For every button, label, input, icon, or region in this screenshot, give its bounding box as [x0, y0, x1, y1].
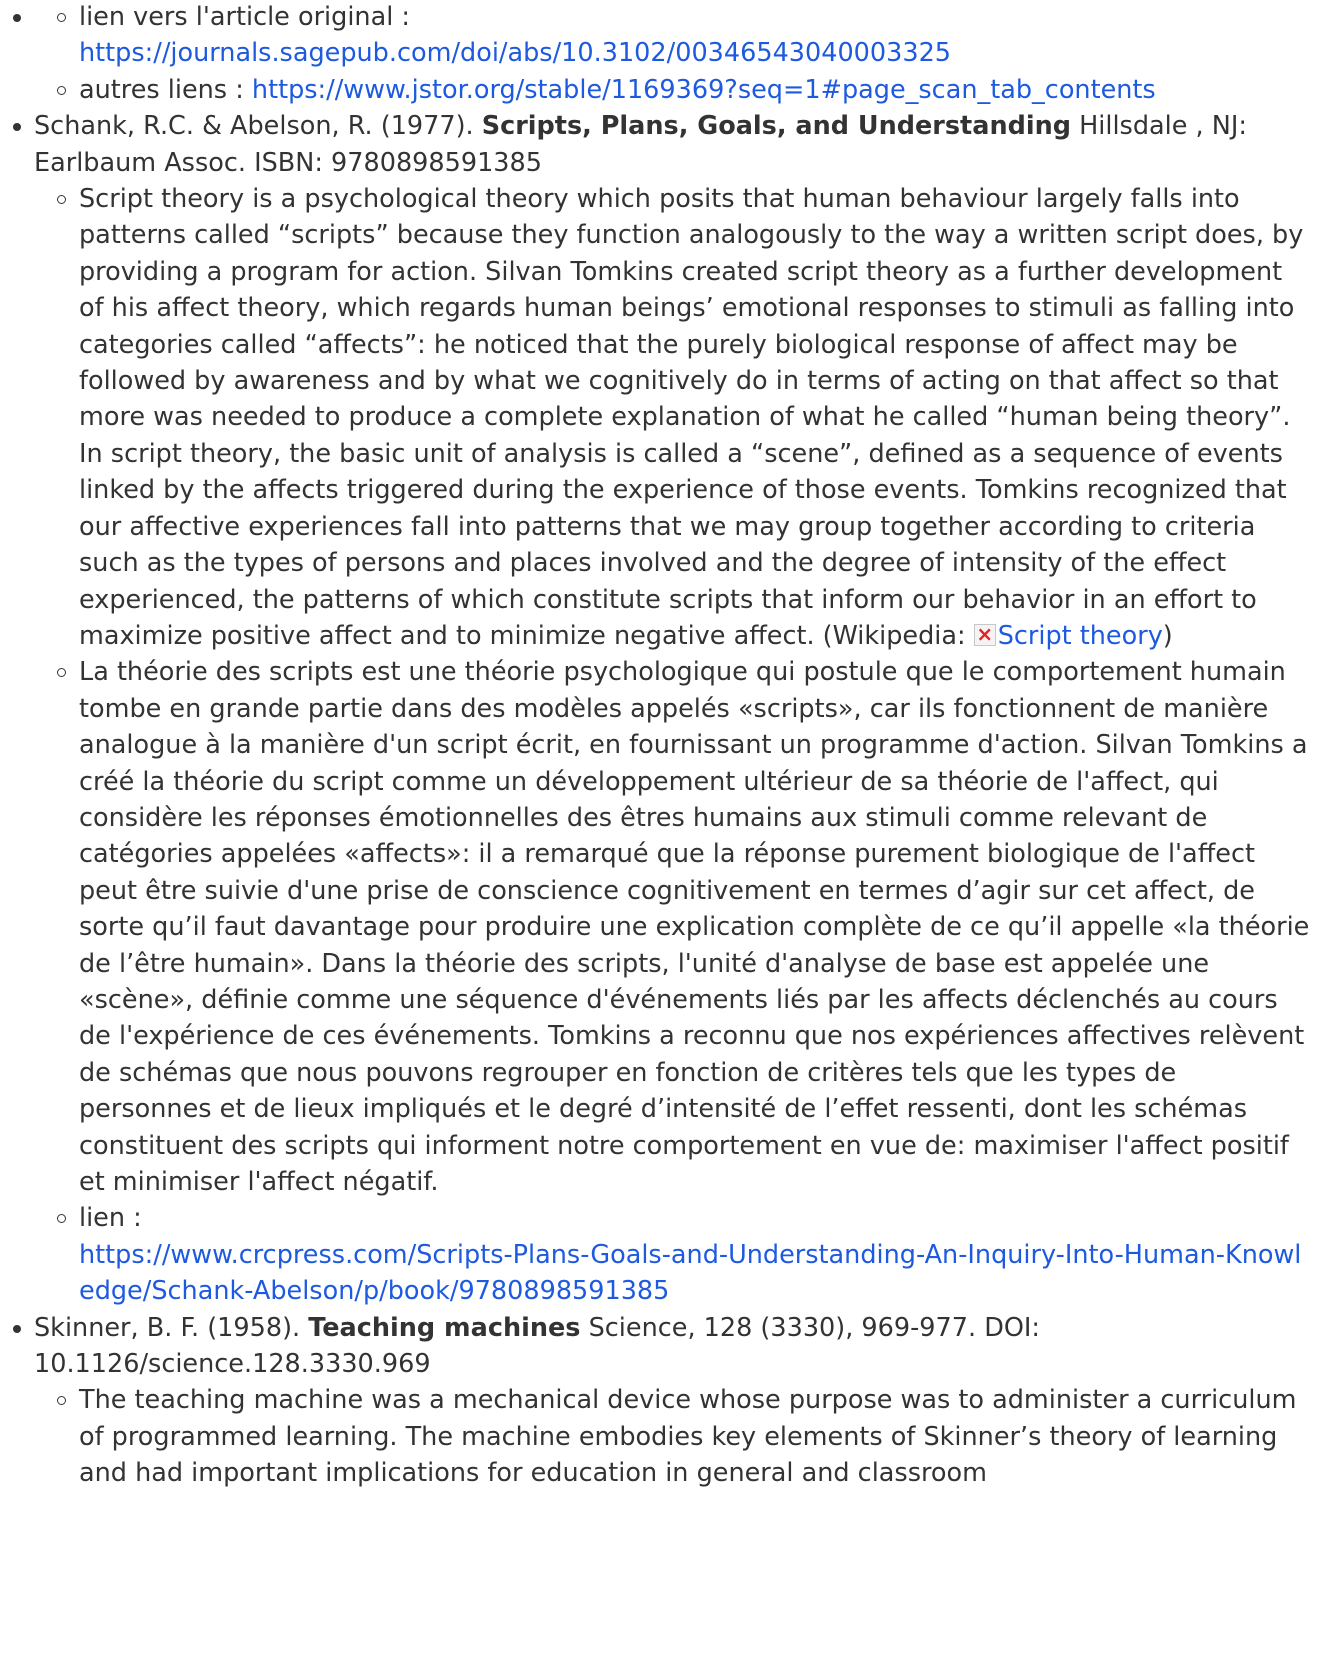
list-item-skinner-summary-en	[0, 1382, 1312, 1491]
schank-publisher: Hillsdale , NJ: Earlbaum Assoc. ISBN: 9780898591385	[34, 111, 1247, 178]
other-links-link[interactable]: https://www.jstor.org/stable/1169369?seq=1#page_scan_tab_contents	[251, 74, 1156, 105]
schank-summary-en: Script theory is a psychological theory which posits that human behaviour largely falls into patterns called “scripts” because they function analogously to the way a written script does, by providing a program for action. Silvan Tomkins created script theory as a further development of his affect theory, which regards human beings’ emotional responses to stimuli as falling into categories called “affects”: he noticed that the purely biological response of affect may be followed by awareness and by what we cognitively do in terms of acting on that affect so that more was needed to produce a complete explanation of what he called “human being theory”. In script theory, the basic unit of analysis is called a “scene”, defined as a sequence of events linked by the affects triggered during the experience of those events. Tomkins recognized that our affective experiences fall into patterns that we may group together according to criteria such as the types of persons and places involved and the degree of intensity of the effect experienced, the patterns of which constitute scripts that inform our behavior in an effort to maximize positive affect and to minimize negative affect. (Wikipedia:	[79, 184, 1304, 651]
skinner-journal: Science, 128 (3330), 969-977. DOI: 10.1126/science.128.3330.969	[34, 1312, 1041, 1380]
sublist-schank	[34, 181, 1312, 1310]
skinner-summary-en: The teaching machine was a mechanical device whose purpose was to administer a curriculum of programmed learning. The machine embodies key elements of Skinner’s theory of learning and had important implications for education in general and classroom	[79, 1385, 1297, 1489]
original-article-link[interactable]: https://journals.sagepub.com/doi/abs/10.3102/00346543040003325	[79, 38, 952, 69]
wiki-close-paren: )	[1162, 620, 1173, 651]
other-links-label: autres liens :	[79, 74, 244, 105]
list-item-other-links	[0, 72, 1312, 108]
skinner-authors: Skinner, B. F. (1958).	[34, 1312, 301, 1343]
wikipedia-script-theory-link[interactable]: Script theory	[997, 620, 1163, 651]
list-item-original-article	[0, 0, 1312, 72]
list-item-schank-link	[0, 1200, 1312, 1309]
broken-image-icon	[974, 624, 996, 646]
schank-authors: Schank, R.C. & Abelson, R. (1977).	[34, 111, 474, 142]
original-article-label: lien vers l'article original :	[79, 2, 410, 32]
skinner-title: Teaching machines	[308, 1312, 581, 1343]
sublist-skinner	[34, 1382, 1312, 1491]
schank-book-link[interactable]: https://www.crcpress.com/Scripts-Plans-Goals-and-Understanding-An-Inquiry-Into-Human-Knowledge/Schank-Abelson/p/book/9780898591385	[79, 1239, 1302, 1307]
list-item-previous-reference	[0, 0, 1326, 108]
list-item-schank	[0, 108, 1326, 1309]
sublist-previous-reference	[34, 0, 1312, 108]
schank-link-label: lien :	[79, 1203, 142, 1234]
list-item-schank-summary-fr	[0, 654, 1312, 1200]
schank-title: Scripts, Plans, Goals, and Understanding	[481, 111, 1072, 142]
list-item-schank-summary-en	[0, 181, 1312, 654]
list-item-skinner	[0, 1310, 1326, 1492]
schank-summary-fr: La théorie des scripts est une théorie psychologique qui postule que le comportement humain tombe en grande partie dans des modèles appelés «scripts», car ils fonctionnent de manière analogue à la manière d'un script écrit, en fournissant un programme d'action. Silvan Tomkins a créé la théorie du script comme un développement ultérieur de sa théorie de l'affect, qui considère les réponses émotionnelles des êtres humains aux stimuli comme relevant de catégories appelées «affects»: il a remarqué que la réponse purement biologique de l'affect peut être suivie d'une prise de conscience cognitivement en termes d’agir sur cet affect, de sorte qu’il faut davantage pour produire une explication complète de ce qu’il appelle «la théorie de l’être humain». Dans la théorie des scripts, l'unité d'analyse de base est appelée une «scène», définie comme une séquence d'événements liés par les affects déclenchés au cours de l'expérience de ces événements. Tomkins a reconnu que nos expériences affectives relèvent de schémas que nous pouvons regrouper en fonction de critères tels que les types de personnes et de lieux impliqués et le degré d’intensité de l’effet ressenti, dont les schémas constituent des scripts qui informent notre comportement en vue de: maximiser l'affect positif et minimiser l'affect négatif.	[79, 657, 1310, 1197]
